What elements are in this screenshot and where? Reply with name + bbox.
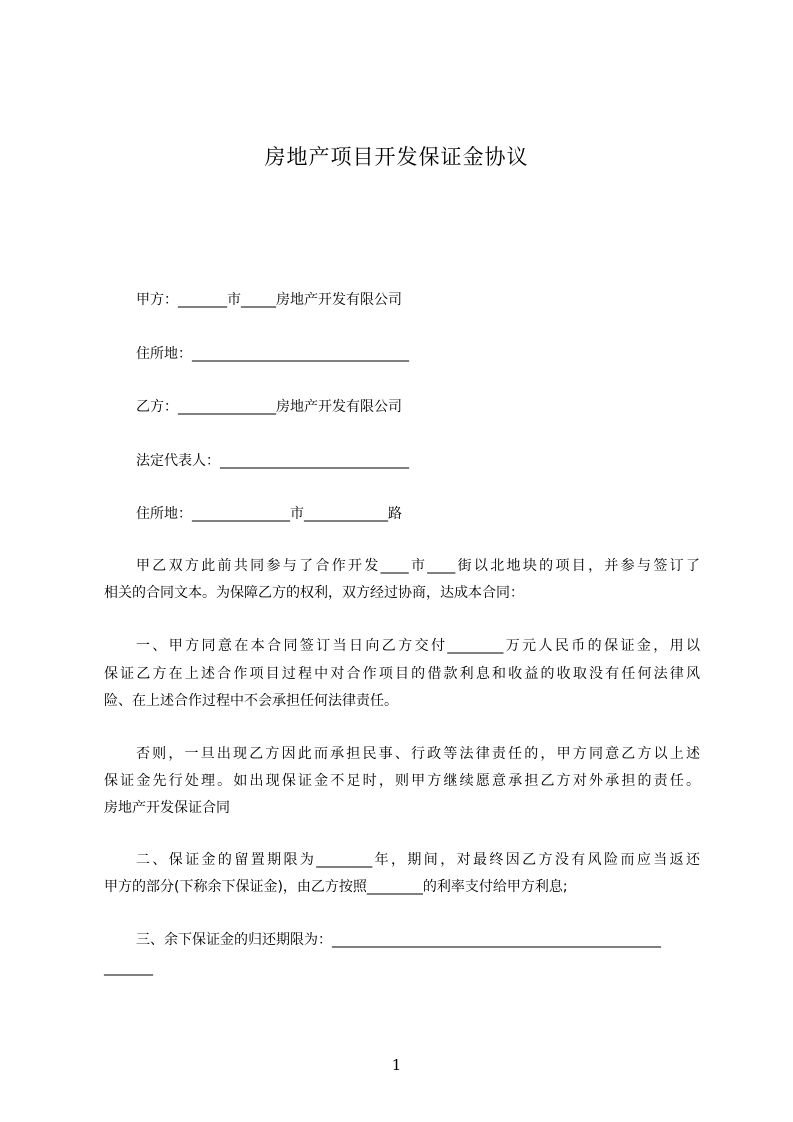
paragraph-line: 甲方的部分(下称余下保证金)，由乙方按照________的利率支付给甲方利息;	[104, 879, 568, 895]
paragraph-line: 一、甲方同意在本合同签订当日向乙方交付________万元人民币的保证金，用以	[136, 638, 700, 654]
paragraph-line: 否则，一旦出现乙方因此而承担民事、行政等法律责任的，甲方同意乙方以上述	[136, 746, 700, 762]
paragraph-line: 险、在上述合作过程中不会承担任何法律责任。	[104, 693, 398, 709]
paragraph-line: 相关的合同文本。为保障乙方的权利，双方经过协商，达成本合同：	[104, 585, 524, 601]
party-a-address-line: 住所地：_______________________________	[136, 346, 409, 362]
document-title: 房地产项目开发保证金协议	[264, 145, 529, 169]
party-a-line: 甲方：_______市_____房地产开发有限公司	[136, 292, 402, 308]
paragraph-line: 保证金先行处理。如出现保证金不足时，则甲方继续愿意承担乙方对外承担的责任。	[104, 773, 700, 789]
paragraph-line: 房地产开发保证合同	[104, 800, 230, 816]
paragraph-line: 甲乙双方此前共同参与了合作开发____市____街以北地块的项目，并参与签订了	[136, 558, 700, 574]
party-b-line: 乙方：______________房地产开发有限公司	[136, 399, 402, 415]
paragraph-line: _______	[104, 960, 153, 976]
paragraph-line: 二、保证金的留置期限为________年，期间，对最终因乙方没有风险而应当返还	[136, 852, 700, 868]
page-number: 1	[391, 1056, 402, 1074]
party-b-address-line: 住所地：______________市____________路	[136, 506, 402, 522]
paragraph-line: 保证乙方在上述合作项目过程中对合作项目的借款利息和收益的收取没有任何法律风	[104, 666, 700, 682]
paragraph-line: 三、余下保证金的归还期限为：_______________________________________________	[136, 932, 661, 948]
legal-representative-line: 法定代表人：___________________________	[136, 453, 409, 469]
